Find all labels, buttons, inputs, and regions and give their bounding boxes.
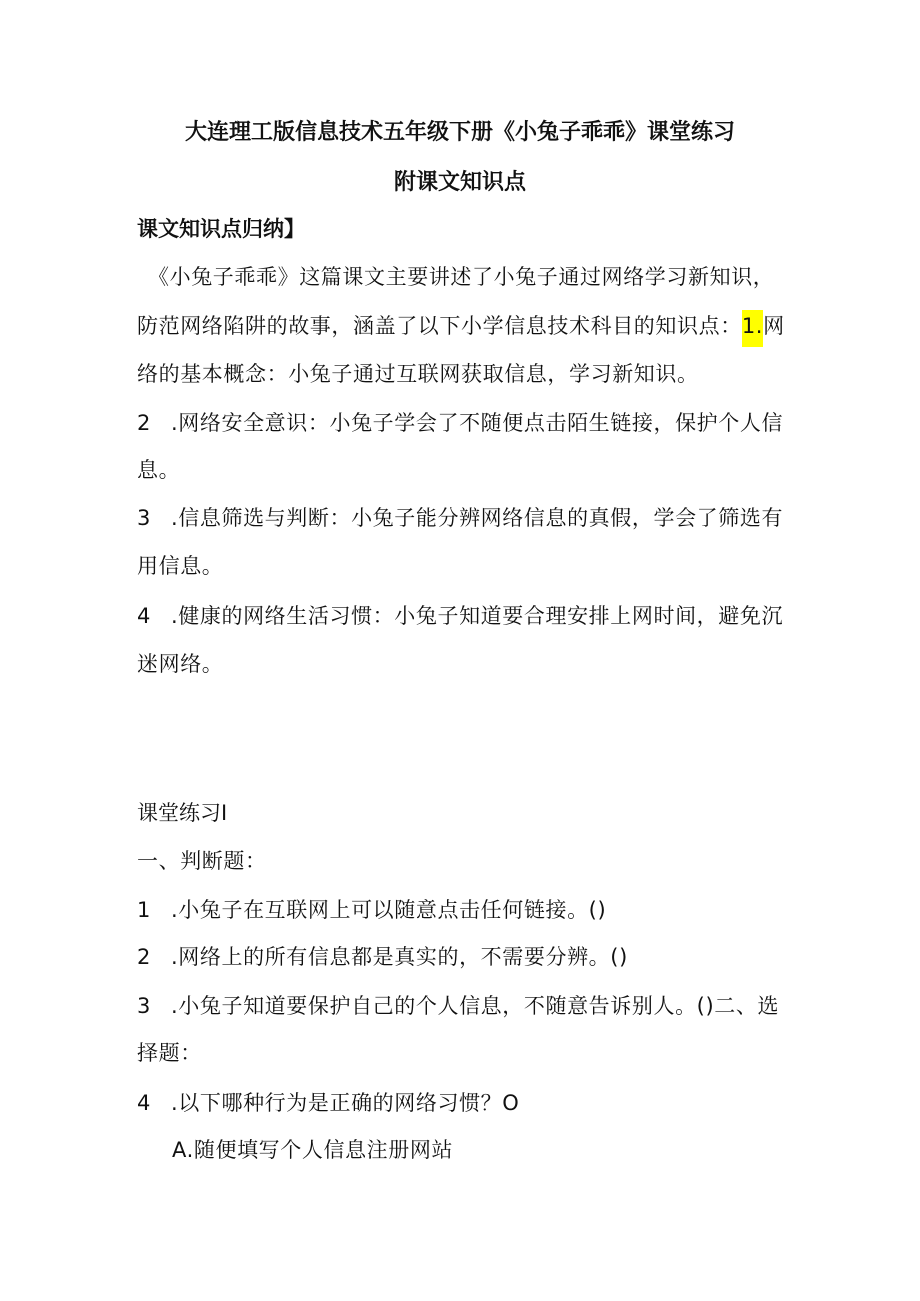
summary-item-2-line-1 bbox=[137, 413, 783, 434]
document-title: 大连理工版信息技术五年级下册《小兔子乖乖》课堂练习 bbox=[184, 120, 735, 145]
practice-question-4-option-a: A.随便填写个人信息注册网站 bbox=[172, 1138, 454, 1162]
list-number: 2 bbox=[137, 945, 151, 969]
list-text: .以下哪种行为是正确的网络习惯？O bbox=[171, 1091, 520, 1115]
highlighted-number: 1. bbox=[742, 310, 763, 347]
summary-paragraph-line-3: 络的基本概念：小兔子通过互联网获取信息，学习新知识。 bbox=[137, 362, 699, 386]
summary-paragraph-line-2-text: 防范网络陷阱的故事，涵盖了以下小学信息技术科目的知识点： bbox=[137, 314, 742, 338]
practice-question-2 bbox=[137, 947, 628, 968]
list-number: 4 bbox=[137, 604, 151, 628]
practice-question-1 bbox=[137, 900, 606, 921]
summary-paragraph-line-2 bbox=[137, 316, 785, 337]
list-text: .信息筛选与判断：小兔子能分辨网络信息的真假，学会了筛选有 bbox=[171, 506, 784, 530]
practice-question-3-line-1 bbox=[137, 996, 779, 1017]
list-number: 3 bbox=[137, 506, 151, 530]
summary-heading: 课文知识点归纳】 bbox=[137, 217, 305, 241]
document-subtitle: 附课文知识点 bbox=[393, 170, 526, 195]
practice-section-1: 一、判断题： bbox=[137, 849, 267, 873]
summary-item-3-line-1 bbox=[137, 508, 783, 529]
list-text: .网络上的所有信息都是真实的，不需要分辨。() bbox=[171, 945, 628, 969]
list-text: .网络安全意识：小兔子学会了不随便点击陌生链接，保护个人信 bbox=[171, 411, 784, 435]
summary-item-4-line-2: 迷网络。 bbox=[137, 652, 224, 676]
practice-question-4 bbox=[137, 1093, 519, 1114]
summary-paragraph-line-2-tail: 网 bbox=[763, 314, 785, 338]
summary-item-4-line-1 bbox=[137, 606, 783, 627]
summary-paragraph-line-1: 《小兔子乖乖》这篇课文主要讲述了小兔子通过网络学习新知识， bbox=[148, 265, 775, 289]
list-number: 4 bbox=[137, 1091, 151, 1115]
practice-heading: 课堂练习I bbox=[137, 801, 228, 825]
list-number: 1 bbox=[137, 898, 151, 922]
list-number: 2 bbox=[137, 411, 151, 435]
list-number: 3 bbox=[137, 994, 151, 1018]
summary-item-2-line-2: 息。 bbox=[137, 458, 181, 482]
practice-question-3-line-2: 择题： bbox=[137, 1041, 202, 1065]
summary-item-3-line-2: 用信息。 bbox=[137, 554, 224, 578]
list-text: .小兔子在互联网上可以随意点击任何链接。() bbox=[171, 898, 607, 922]
list-text: .健康的网络生活习惯：小兔子知道要合理安排上网时间，避免沉 bbox=[171, 604, 784, 628]
list-text: .小兔子知道要保护自己的个人信息，不随意告诉别人。()二、选 bbox=[171, 994, 780, 1018]
